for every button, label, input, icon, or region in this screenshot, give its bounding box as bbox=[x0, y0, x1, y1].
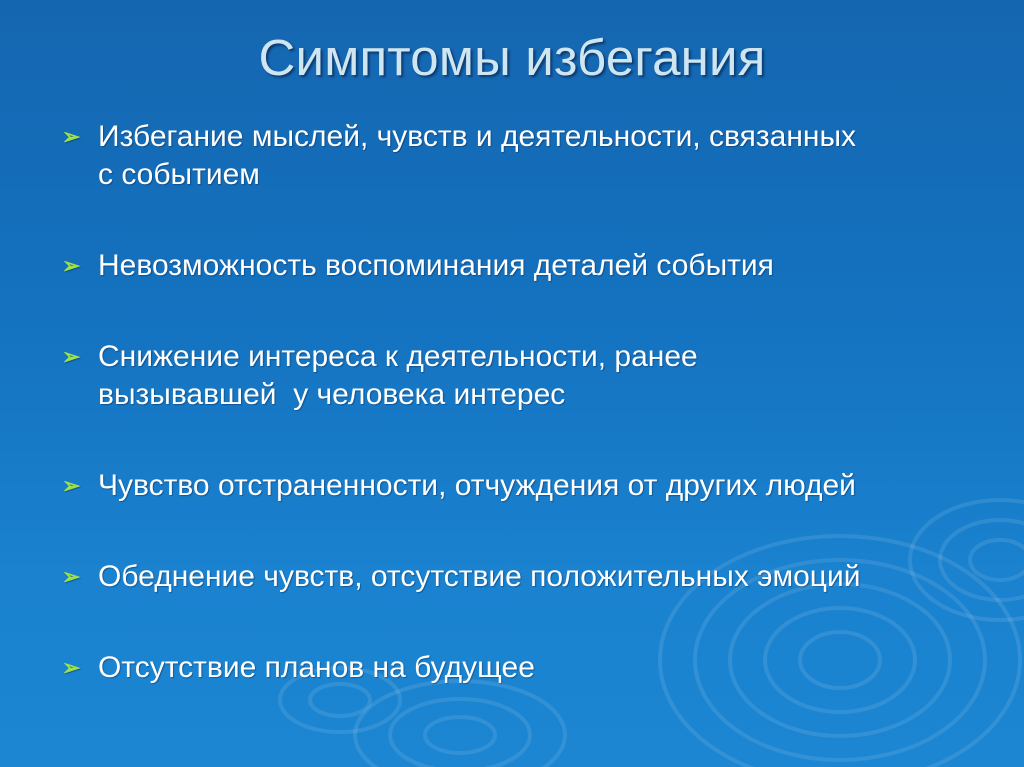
slide-title: Симптомы избегания bbox=[258, 29, 766, 86]
bullet-item bbox=[62, 118, 992, 194]
arrow-bullet-icon: ➢ bbox=[62, 564, 81, 589]
bullet-item bbox=[62, 558, 992, 596]
bullet-text: Невозможность воспоминания деталей события bbox=[98, 249, 774, 282]
arrow-bullet-icon: ➢ bbox=[62, 253, 81, 278]
arrow-bullet-icon: ➢ bbox=[62, 473, 81, 498]
bullet-item bbox=[62, 338, 992, 414]
bullet-list bbox=[62, 118, 992, 687]
arrow-bullet-icon: ➢ bbox=[62, 344, 81, 369]
bullet-text: Отсутствие планов на будущее bbox=[98, 651, 535, 684]
bullet-item bbox=[62, 467, 992, 505]
arrow-bullet-icon: ➢ bbox=[62, 655, 81, 680]
bullet-text: Снижение интереса к деятельности, ранее вызывавшей у человека интерес bbox=[98, 340, 698, 411]
arrow-bullet-icon: ➢ bbox=[62, 124, 81, 149]
bullet-item bbox=[62, 649, 992, 687]
bullet-text: Избегание мыслей, чувств и деятельности, связанных с событием bbox=[98, 120, 857, 191]
bullet-text: Обеднение чувств, отсутствие положительных эмоций bbox=[98, 560, 861, 593]
bullet-item bbox=[62, 247, 992, 285]
bullet-text: Чувство отстраненности, отчуждения от других людей bbox=[98, 469, 856, 502]
